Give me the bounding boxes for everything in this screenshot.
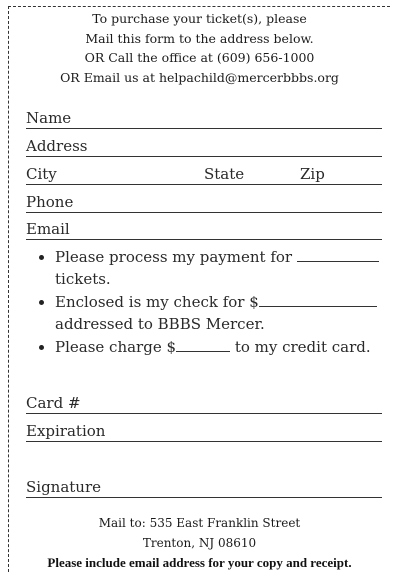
option-check xyxy=(37,291,387,335)
ticket-order-form xyxy=(8,6,390,572)
zip-label: Zip xyxy=(300,165,325,183)
name-label: Name xyxy=(26,109,72,127)
instructions-line-4: OR Email us at helpachild@mercerbbbs.org xyxy=(60,69,339,85)
email-note: Please include email address for your copy and receipt. xyxy=(47,555,352,570)
signature-field[interactable] xyxy=(26,477,382,498)
charge-text: Please charge $ xyxy=(55,338,177,356)
phone-field[interactable] xyxy=(26,192,382,213)
option-charge xyxy=(37,336,387,358)
bullet-icon xyxy=(39,345,44,350)
mail-to-line: Mail to: 535 East Franklin Street xyxy=(98,516,301,530)
city-state-zip-field[interactable] xyxy=(26,164,382,185)
check-text: Enclosed is my check for $ xyxy=(55,293,259,311)
instructions-line-1: To purchase your ticket(s), please xyxy=(92,11,307,26)
payment-options xyxy=(37,246,387,359)
address-field[interactable] xyxy=(26,136,382,157)
email-label: Email xyxy=(26,220,70,238)
check-amount-blank[interactable] xyxy=(259,292,377,307)
check-suffix: addressed to BBBS Mercer. xyxy=(55,315,265,333)
state-label: State xyxy=(204,165,245,183)
expiration-label: Expiration xyxy=(26,422,106,440)
instructions-line-2: Mail this form to the address below. xyxy=(85,30,314,46)
signature-label: Signature xyxy=(26,478,102,496)
instructions-line-3: OR Call the office at (609) 656-1000 xyxy=(84,50,315,65)
name-field[interactable] xyxy=(26,108,382,129)
charge-suffix: to my credit card. xyxy=(234,338,371,356)
city-label: City xyxy=(26,165,57,183)
address-label: Address xyxy=(26,137,88,155)
card-number-field[interactable] xyxy=(26,393,382,414)
phone-label: Phone xyxy=(26,193,74,211)
option-process-payment xyxy=(37,246,387,290)
expiration-field[interactable] xyxy=(26,421,382,442)
bullet-icon xyxy=(39,255,44,260)
mailing-address xyxy=(9,513,390,573)
ticket-count-blank[interactable] xyxy=(297,247,379,262)
form-instructions xyxy=(9,9,390,87)
city-line: Trenton, NJ 08610 xyxy=(142,536,257,550)
email-field[interactable] xyxy=(26,219,382,240)
card-number-label: Card # xyxy=(26,394,81,412)
process-payment-text: Please process my payment for xyxy=(55,248,293,266)
charge-amount-blank[interactable] xyxy=(176,337,230,352)
process-payment-suffix: tickets. xyxy=(55,270,111,288)
bullet-icon xyxy=(39,300,44,305)
